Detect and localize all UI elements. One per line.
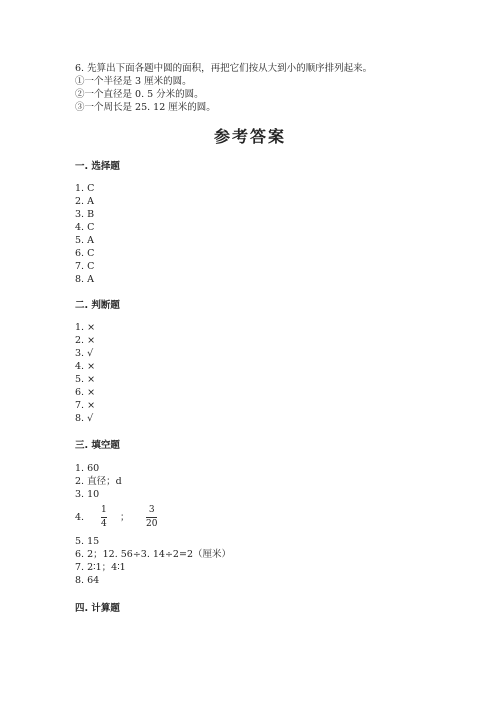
choice-answer-1: 1. C bbox=[75, 183, 95, 194]
fraction-denominator: 4 bbox=[101, 519, 107, 529]
choice-answer-7: 7. C bbox=[75, 261, 95, 272]
choice-answer-6: 6. C bbox=[75, 248, 95, 259]
judge-answer-8: 8. √ bbox=[75, 413, 94, 424]
fraction-bar bbox=[146, 517, 157, 518]
fill-answer-4-separator: ； bbox=[120, 512, 130, 523]
fill-answer-4-label: 4. bbox=[75, 512, 85, 523]
judge-answer-7: 7. × bbox=[75, 400, 96, 411]
fill-answer-6: 6. 2；12. 56÷3. 14÷2=2（厘米） bbox=[75, 549, 231, 560]
judge-answer-5: 5. × bbox=[75, 374, 96, 385]
page-title: 参考答案 bbox=[213, 127, 286, 146]
question-item-2: ②一个直径是 0. 5 分米的圆。 bbox=[75, 89, 204, 100]
section-heading-calc: 四. 计算题 bbox=[75, 603, 120, 614]
section-heading-choice: 一. 选择题 bbox=[75, 161, 120, 172]
judge-answer-6: 6. × bbox=[75, 387, 96, 398]
choice-answer-4: 4. C bbox=[75, 222, 95, 233]
fraction-one-quarter bbox=[101, 505, 107, 530]
fill-answer-8: 8. 64 bbox=[75, 575, 100, 586]
choice-answer-8: 8. A bbox=[75, 274, 94, 285]
question-item-3: ③一个周长是 25. 12 厘米的圆。 bbox=[75, 102, 216, 113]
judge-answer-2: 2. × bbox=[75, 335, 96, 346]
choice-answer-5: 5. A bbox=[75, 235, 94, 246]
section-heading-judge: 二. 判断题 bbox=[75, 300, 120, 311]
fill-answer-7: 7. 2∶1；4∶1 bbox=[75, 562, 126, 573]
fraction-three-twentieths bbox=[146, 505, 157, 530]
question-stem: 6. 先算出下面各题中圆的面积，再把它们按从大到小的顺序排列起来。 bbox=[75, 63, 373, 74]
fraction-denominator: 20 bbox=[146, 519, 158, 529]
fraction-bar bbox=[101, 517, 107, 518]
fill-answer-2: 2. 直径；d bbox=[75, 476, 122, 487]
judge-answer-1: 1. × bbox=[75, 322, 96, 333]
fraction-numerator: 1 bbox=[101, 505, 107, 515]
choice-answer-3: 3. B bbox=[75, 209, 95, 220]
judge-answer-3: 3. √ bbox=[75, 348, 94, 359]
fill-answer-3: 3. 10 bbox=[75, 489, 100, 500]
fill-answer-1: 1. 60 bbox=[75, 463, 100, 474]
fraction-numerator: 3 bbox=[148, 505, 155, 515]
choice-answer-2: 2. A bbox=[75, 196, 94, 207]
judge-answer-4: 4. × bbox=[75, 361, 96, 372]
section-heading-fill: 三. 填空题 bbox=[75, 440, 120, 451]
fill-answer-5: 5. 15 bbox=[75, 536, 100, 547]
question-item-1: ①一个半径是 3 厘米的圆。 bbox=[75, 76, 192, 87]
